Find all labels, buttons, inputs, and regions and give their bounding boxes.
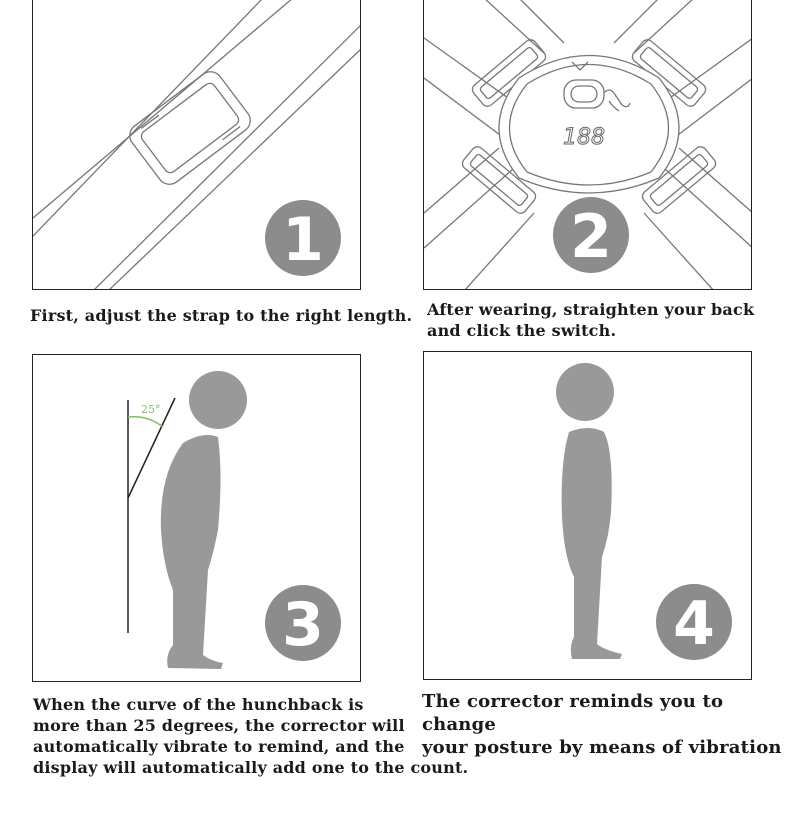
step-2-panel	[423, 0, 752, 290]
step-1-number: 1	[282, 205, 324, 275]
device-illustration	[424, 0, 752, 290]
step-2-number: 2	[570, 202, 612, 272]
step-4-number: 4	[673, 589, 715, 659]
step-1-caption: First, adjust the strap to the right length.	[30, 306, 413, 325]
hunched-figure-illustration	[33, 355, 361, 682]
step-4-caption: The corrector reminds you to change your posture by means of vibration	[422, 691, 782, 758]
strap-buckle-illustration	[33, 0, 361, 290]
step-1-panel	[32, 0, 361, 290]
step-3-caption: When the curve of the hunchback is more than 25 degrees, the corrector will automatically vibrate to remind, and the display will automatically add one to the count.	[33, 695, 469, 777]
step-2-caption: After wearing, straighten your back and click the switch.	[427, 300, 755, 340]
angle-label: 25°	[141, 403, 161, 416]
step-4-panel	[423, 351, 752, 680]
device-display: 188	[563, 125, 605, 150]
step-3-number: 3	[282, 590, 324, 660]
step-3-panel	[32, 354, 361, 682]
upright-figure-illustration	[424, 352, 752, 680]
